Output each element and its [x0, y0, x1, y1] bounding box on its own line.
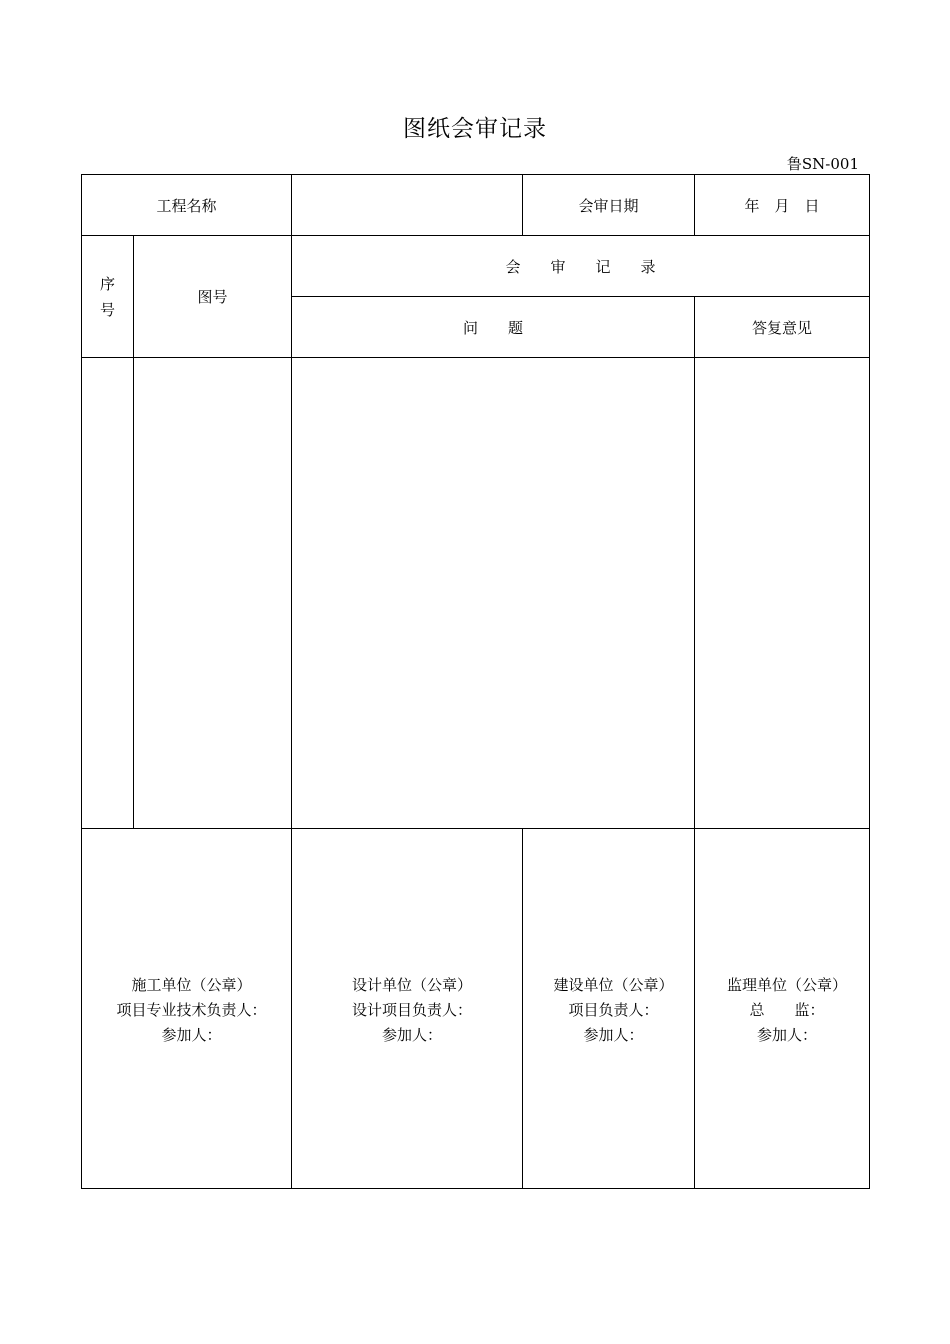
reply-header: 答复意见	[752, 318, 813, 337]
signature-supervision-unit[interactable]	[695, 829, 870, 1189]
signature-line2: 设计项目负责人：	[352, 1001, 473, 1019]
seq-header-line1: 序	[99, 274, 115, 293]
review-date-label: 会审日期	[578, 196, 639, 215]
seq-header-line2: 号	[99, 300, 115, 319]
signature-line2: 项目专业技术负责人：	[116, 1001, 267, 1019]
question-header: 问题	[463, 318, 554, 337]
review-record-table	[81, 174, 870, 1189]
drawing-no-header-cell	[134, 236, 292, 358]
drawing-no-body-cell[interactable]	[134, 358, 292, 829]
signature-unit-label: 监理单位（公章）	[727, 976, 848, 994]
project-name-value-cell[interactable]	[292, 175, 523, 236]
review-date-value[interactable]: 年 月 日	[744, 196, 820, 215]
form-code: 鲁SN-001	[786, 155, 859, 173]
signature-line3: 参加人：	[161, 1026, 222, 1044]
review-record-header: 会审记录	[505, 257, 686, 276]
signature-line2: 总 监：	[749, 1001, 825, 1019]
signature-line3: 参加人：	[382, 1026, 443, 1044]
reply-body-cell[interactable]	[695, 358, 870, 829]
signature-unit-label: 设计单位（公章）	[352, 976, 473, 994]
signature-line3: 参加人：	[757, 1026, 818, 1044]
signature-owner-unit[interactable]	[523, 829, 695, 1189]
signature-construction-unit[interactable]	[82, 829, 292, 1189]
question-body-cell[interactable]	[292, 358, 695, 829]
page-title: 图纸会审记录	[403, 116, 547, 142]
signature-line2: 项目负责人：	[568, 1001, 659, 1019]
project-name-label-cell	[82, 175, 292, 236]
question-header-cell	[292, 297, 695, 358]
seq-header-cell	[82, 236, 134, 358]
review-date-label-cell	[523, 175, 695, 236]
drawing-no-header: 图号	[197, 288, 228, 306]
signature-unit-label: 建设单位（公章）	[553, 976, 674, 994]
review-record-header-cell	[292, 236, 870, 297]
project-name-label: 工程名称	[156, 196, 217, 215]
seq-body-cell[interactable]	[82, 358, 134, 829]
review-date-value-cell[interactable]	[695, 175, 870, 236]
signature-unit-label: 施工单位（公章）	[131, 976, 252, 994]
signature-design-unit[interactable]	[292, 829, 523, 1189]
signature-line3: 参加人：	[583, 1026, 644, 1044]
reply-header-cell	[695, 297, 870, 358]
